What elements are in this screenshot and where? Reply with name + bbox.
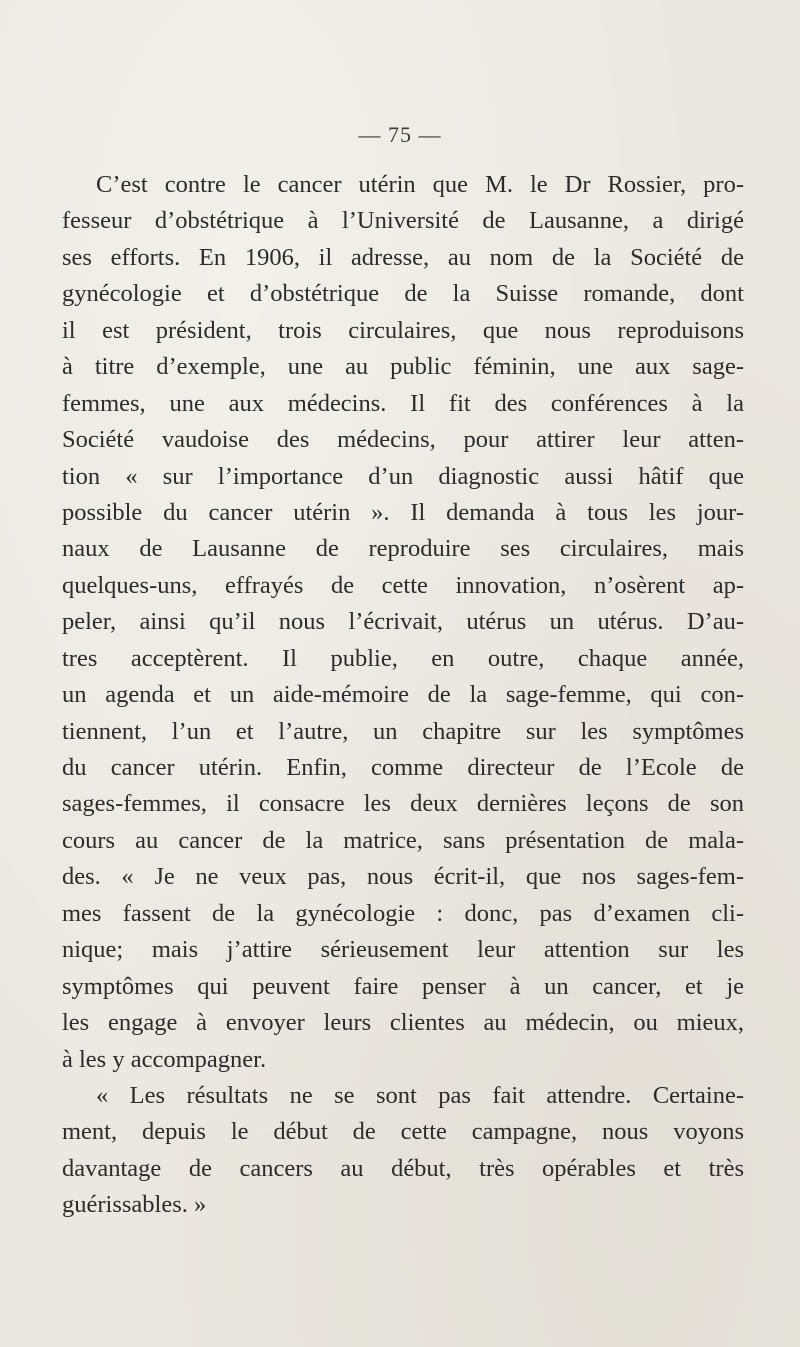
text-line: gynécologie et d’obstétrique de la Suisse romande, dont bbox=[62, 280, 744, 308]
text-line: il est président, trois circulaires, que nous reproduisons bbox=[62, 316, 744, 344]
text-line: nique; mais j’attire sérieusement leur attention sur les bbox=[62, 936, 744, 964]
text-line: davantage de cancers au début, très opérables et très bbox=[62, 1154, 744, 1182]
text-line: ment, depuis le début de cette campagne, nous voyons bbox=[62, 1118, 744, 1146]
text-line: quelques-uns, effrayés de cette innovation, n’osèrent ap- bbox=[62, 571, 744, 599]
text-line: possible du cancer utérin ». Il demanda à tous les jour- bbox=[62, 498, 744, 526]
text-line: « Les résultats ne se sont pas fait attendre. Certaine- bbox=[96, 1081, 744, 1109]
text-line: tres acceptèrent. Il publie, en outre, chaque année, bbox=[62, 644, 744, 672]
text-line: C’est contre le cancer utérin que M. le Dr Rossier, pro- bbox=[96, 171, 744, 198]
text-line: mes fassent de la gynécologie : donc, pas d’examen cli- bbox=[62, 899, 744, 927]
page-number: — 75 — bbox=[358, 122, 442, 147]
text-line: du cancer utérin. Enfin, comme directeur de l’Ecole de bbox=[62, 754, 744, 781]
text-line: femmes, une aux médecins. Il fit des conférences à la bbox=[62, 389, 744, 417]
text-line: guérissables. » bbox=[62, 1191, 207, 1219]
text-line: Société vaudoise des médecins, pour attirer leur atten- bbox=[62, 426, 744, 454]
text-line: cours au cancer de la matrice, sans présentation de mala- bbox=[62, 826, 744, 854]
text-line: à les y accompagner. bbox=[62, 1045, 267, 1073]
text-line: symptômes qui peuvent faire penser à un cancer, et je bbox=[62, 972, 744, 1000]
text-line: fesseur d’obstétrique à l’Université de Lausanne, a dirigé bbox=[62, 207, 744, 235]
text-line: sages-femmes, il consacre les deux dernières leçons de son bbox=[62, 790, 744, 818]
text-line: un agenda et un aide-mémoire de la sage-femme, qui con- bbox=[62, 681, 744, 709]
text-line: ses efforts. En 1906, il adresse, au nom de la Société de bbox=[62, 243, 744, 271]
text-line: des. « Je ne veux pas, nous écrit-il, que nos sages-fem- bbox=[62, 863, 744, 891]
text-line: tion « sur l’importance d’un diagnostic aussi hâtif que bbox=[62, 462, 744, 490]
text-line: tiennent, l’un et l’autre, un chapitre sur les symptômes bbox=[62, 717, 744, 745]
text-line: naux de Lausanne de reproduire ses circulaires, mais bbox=[62, 535, 744, 563]
text-line: les engage à envoyer leurs clientes au médecin, ou mieux, bbox=[62, 1009, 744, 1037]
text-line: à titre d’exemple, une au public féminin, une aux sage- bbox=[62, 353, 744, 381]
body-text bbox=[62, 167, 744, 1224]
text-line: peler, ainsi qu’il nous l’écrivait, utérus un utérus. D’au- bbox=[62, 608, 744, 636]
